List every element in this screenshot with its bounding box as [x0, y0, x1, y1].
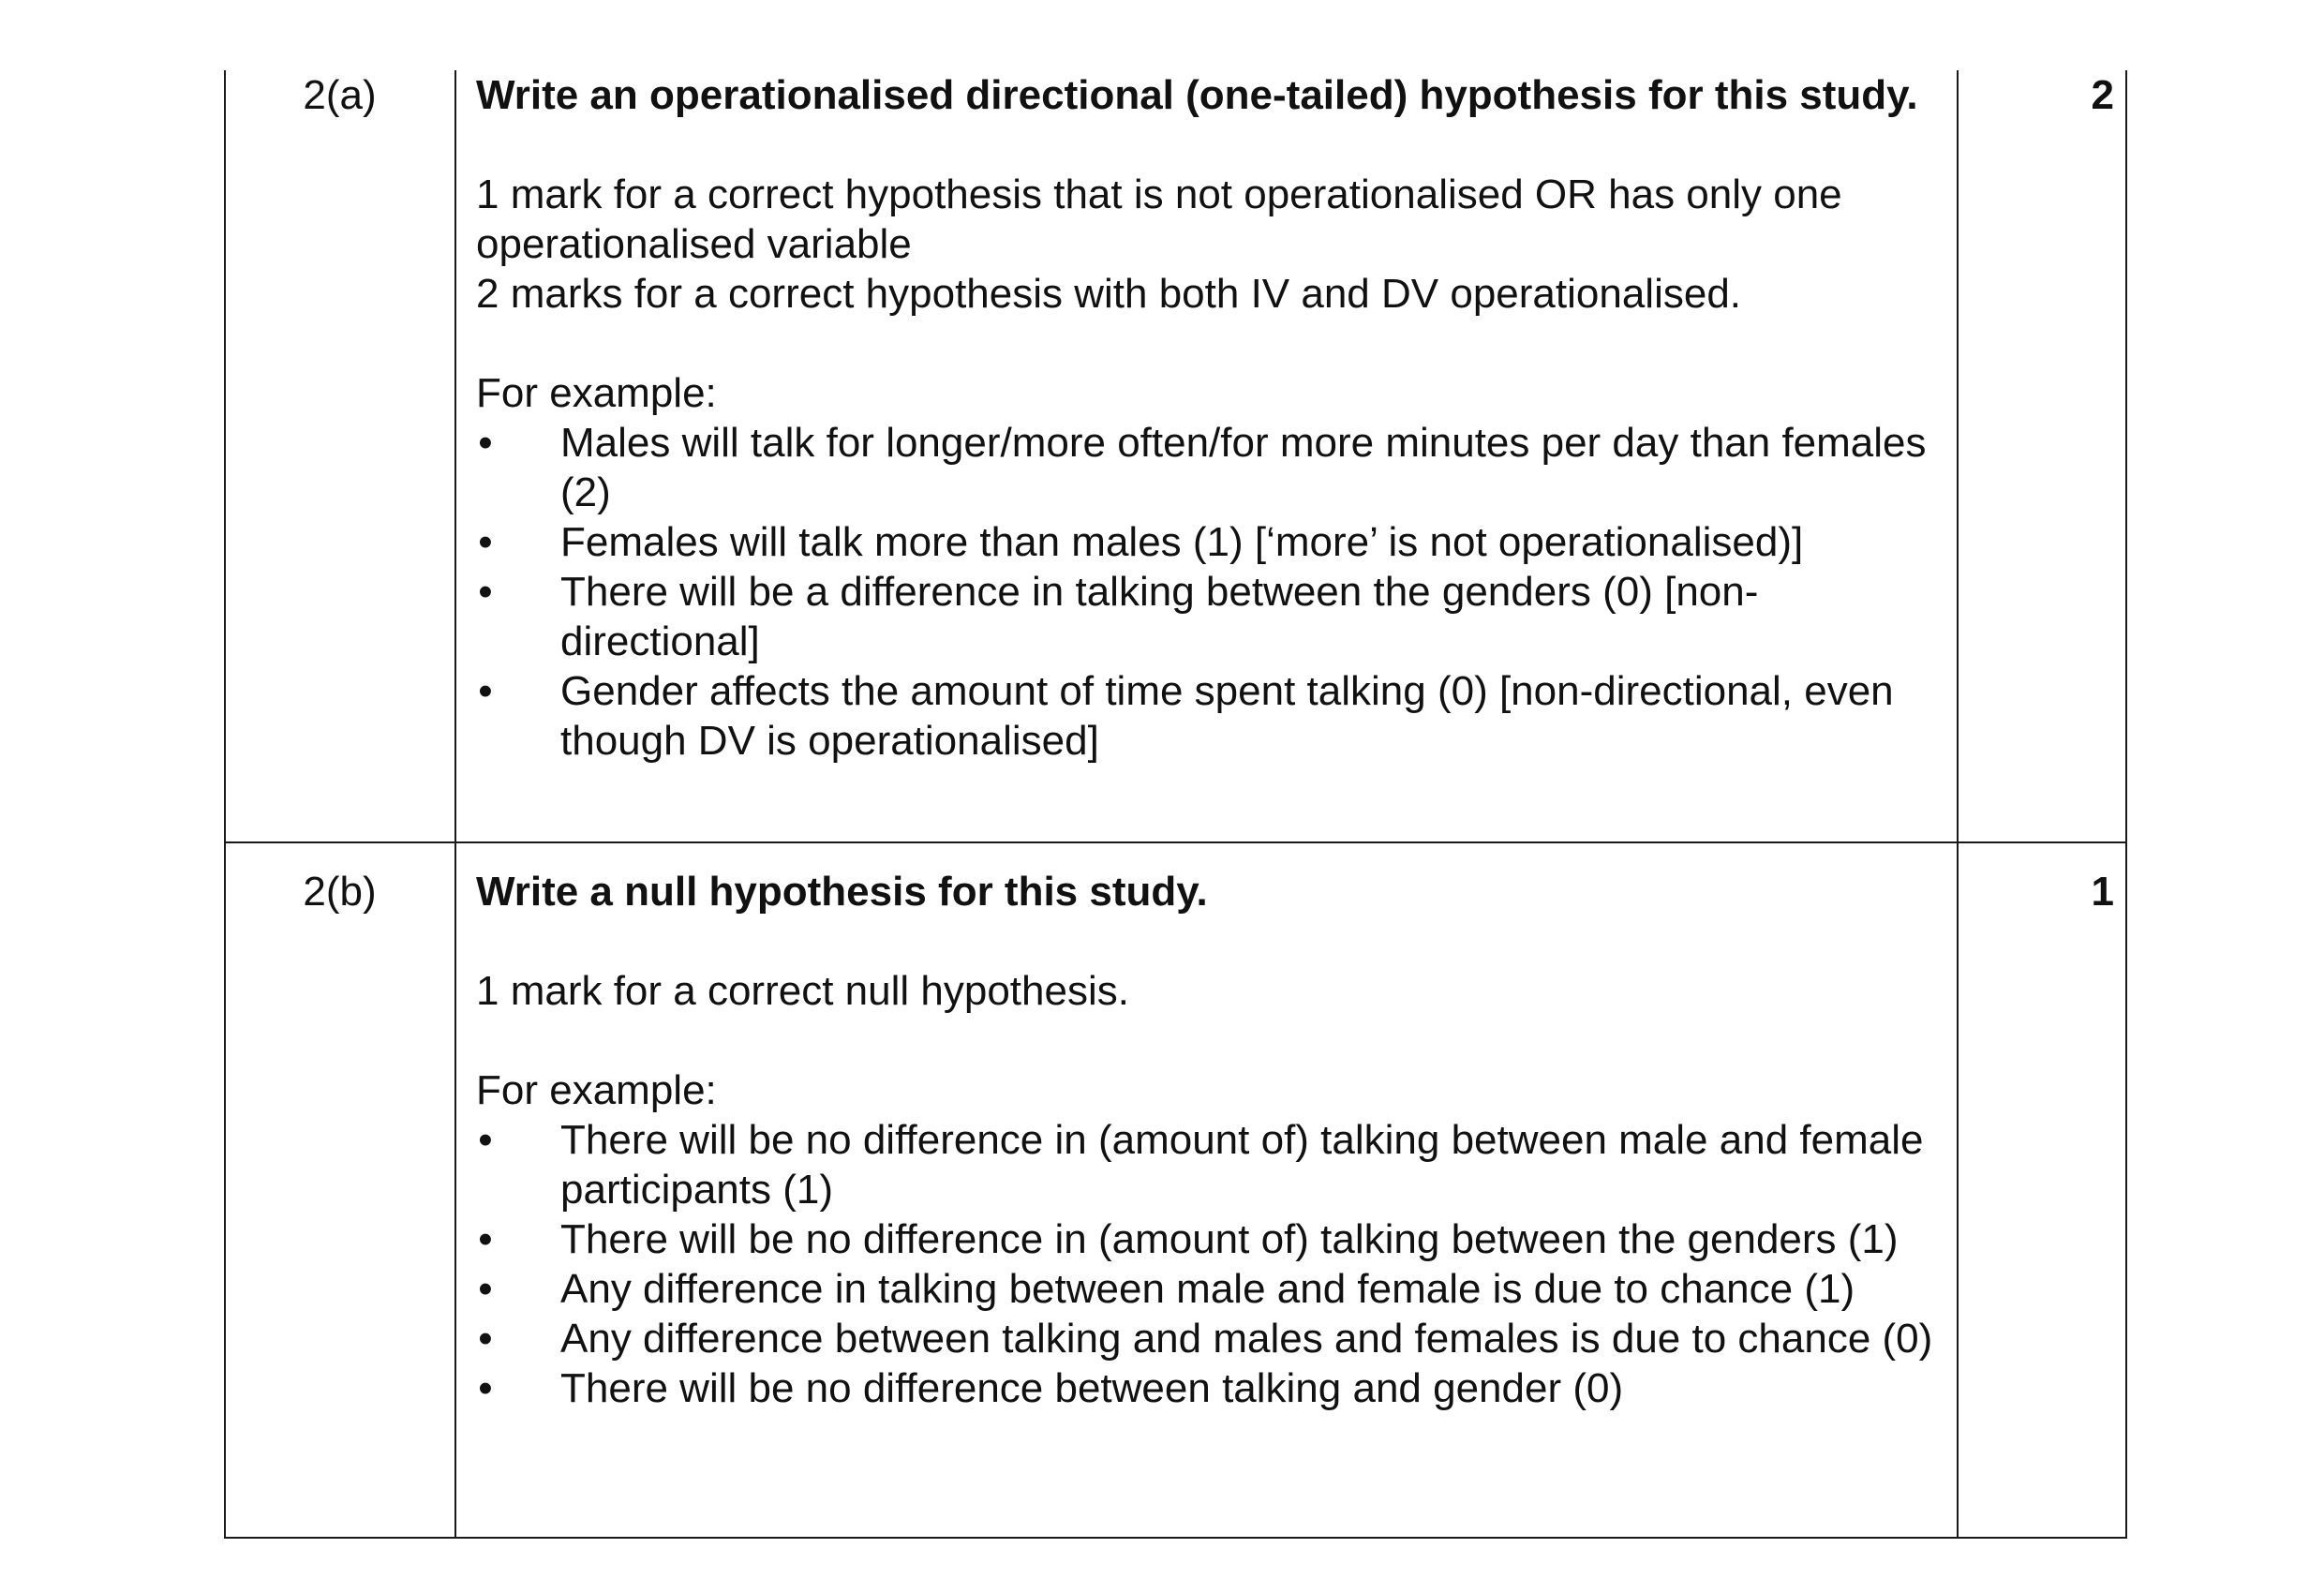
list-item — [476, 517, 1933, 567]
example-list — [476, 1115, 1933, 1413]
example-label: For example: — [476, 370, 717, 416]
bullet-icon: • — [478, 519, 493, 565]
example-text: Females will talk more than males (1) [‘more’ is not operationalised)] — [560, 519, 1804, 565]
bullet-icon: • — [478, 1365, 493, 1411]
example-text: There will be no difference in (amount of) talking between the genders (1) — [560, 1216, 1899, 1262]
list-item — [476, 666, 1933, 766]
bullet-icon: • — [478, 1117, 493, 1163]
table-row — [225, 867, 2127, 1537]
list-item — [476, 1363, 1933, 1413]
table-row — [225, 70, 2127, 841]
example-list — [476, 418, 1933, 766]
example-text: Any difference between talking and males and females is due to chance (0) — [560, 1316, 1933, 1362]
list-item — [476, 1264, 1933, 1314]
marks-value: 1 — [2091, 869, 2114, 915]
criterion-line: 1 mark for a correct hypothesis that is not operationalised OR has only one operationalised variable — [476, 171, 1842, 267]
question-content — [476, 867, 1933, 1413]
question-text: Write an operationalised directional (one-tailed) hypothesis for this study. — [476, 72, 1918, 118]
example-text: There will be no difference in (amount of) talking between male and female participants (1) — [560, 1117, 1924, 1213]
list-item — [476, 567, 1933, 666]
bullet-icon: • — [478, 668, 493, 714]
marking-criteria — [476, 966, 1933, 1016]
bullet-icon: • — [478, 1266, 493, 1312]
bullet-icon: • — [478, 420, 493, 466]
list-item — [476, 1115, 1933, 1214]
list-item — [476, 418, 1933, 517]
list-item — [476, 1314, 1933, 1363]
example-text: Males will talk for longer/more often/for more minutes per day than females (2) — [560, 420, 1927, 515]
example-text: Any difference in talking between male and female is due to chance (1) — [560, 1266, 1855, 1312]
criterion-line: 2 marks for a correct hypothesis with both IV and DV operationalised. — [476, 271, 1742, 317]
bullet-icon: • — [478, 1316, 493, 1362]
bullet-icon: • — [478, 569, 493, 615]
table-bottom-border — [224, 1537, 2127, 1539]
list-item — [476, 1214, 1933, 1264]
question-text: Write a null hypothesis for this study. — [476, 869, 1208, 915]
criterion-line: 1 mark for a correct null hypothesis. — [476, 968, 1129, 1014]
example-label: For example: — [476, 1067, 717, 1113]
example-text: There will be a difference in talking between the genders (0) [non-directional] — [560, 569, 1759, 664]
example-text: There will be no difference between talking and gender (0) — [560, 1365, 1624, 1411]
question-number: 2(a) — [303, 72, 377, 118]
marking-criteria — [476, 170, 1933, 319]
row-divider — [224, 841, 2127, 843]
bullet-icon: • — [478, 1216, 493, 1262]
question-content — [476, 70, 1933, 766]
marks-value: 2 — [2091, 72, 2114, 118]
question-number: 2(b) — [303, 869, 377, 915]
example-text: Gender affects the amount of time spent talking (0) [non-directional, even though DV is operationalised] — [560, 668, 1894, 764]
